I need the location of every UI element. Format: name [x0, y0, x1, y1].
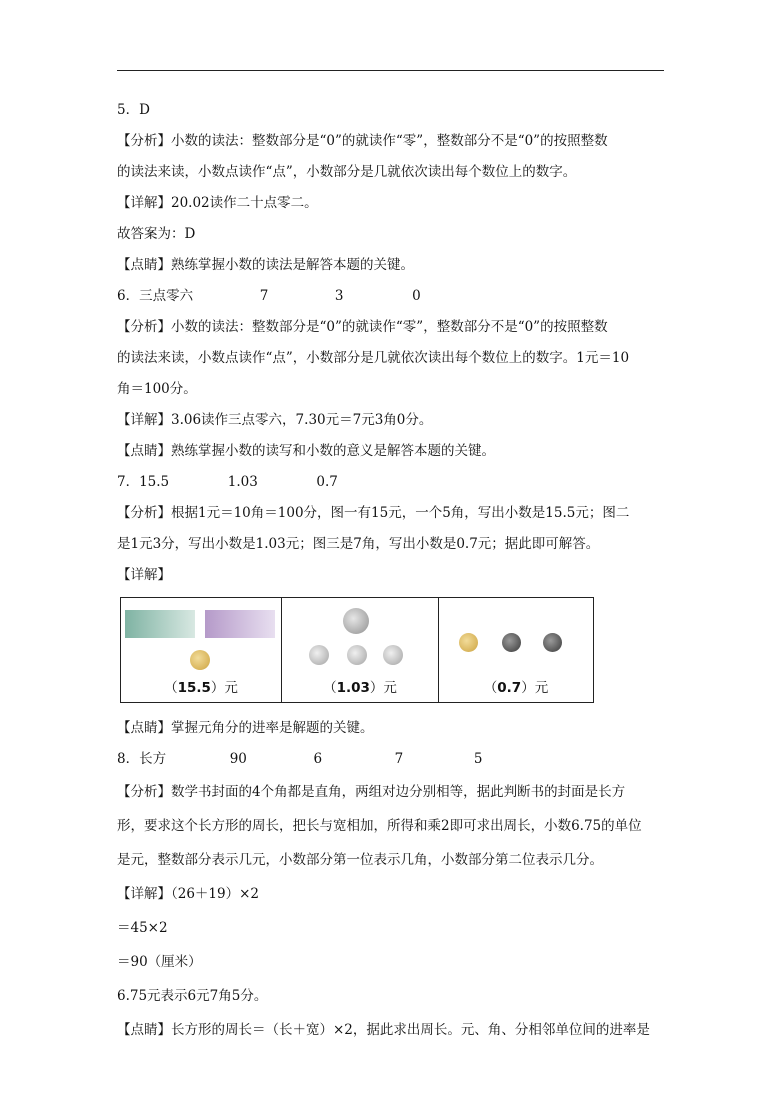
money-figure	[120, 597, 594, 703]
five-jiao-coin-icon	[190, 650, 210, 670]
q6-answer-2: 7	[259, 288, 269, 304]
q6-answer-4: 0	[412, 288, 421, 304]
figure-caption-1: （15.5）元	[164, 680, 238, 696]
q7-detail: 【详解】	[117, 567, 171, 583]
q8-answer-2: 90	[229, 751, 247, 767]
one-fen-coin-icon	[347, 645, 367, 665]
q8-detail-1: 【详解】（26＋19）×2	[117, 886, 260, 902]
q5-analysis-1: 【分析】小数的读法：整数部分是“0”的就读作“零”，整数部分不是“0”的按照整数	[117, 133, 608, 149]
five-yuan-note-icon	[205, 610, 275, 638]
q8-detail-3: ＝90（厘米）	[117, 954, 202, 970]
q8-label: 8．长方	[117, 751, 167, 767]
q6-answers	[117, 281, 677, 312]
q8-answer-3: 6	[313, 751, 323, 767]
q8-answer-4: 7	[394, 751, 404, 767]
q7-analysis-1: 【分析】根据1元＝10角＝100分，图一有15元，一个5角，写出小数是15.5元；图二	[117, 505, 630, 521]
one-fen-coin-icon	[309, 645, 329, 665]
q5-conclusion: 故答案为：D	[117, 226, 196, 242]
q7-answers	[117, 467, 677, 498]
q6-analysis-1: 【分析】小数的读法：整数部分是“0”的就读作“零”，整数部分不是“0”的按照整数	[117, 319, 608, 335]
figure-panel-1	[121, 598, 281, 702]
q8-detail-4: 6.75元表示6元7角5分。	[117, 988, 268, 1004]
q6-label: 6．三点零六	[117, 288, 194, 304]
five-jiao-coin-icon	[459, 633, 478, 652]
q6-analysis-2: 的读法来读，小数点读作“点”，小数部分是几就依次读出每个数位上的数字。1元＝10	[117, 350, 630, 366]
header-rule	[117, 70, 664, 71]
figure-panel-2	[281, 598, 438, 702]
q7-answer-2: 1.03	[227, 474, 258, 490]
q6-detail: 【详解】3.06读作三点零六，7.30元＝7元3角0分。	[117, 412, 433, 428]
ten-yuan-note-icon	[125, 610, 195, 638]
q6-comment: 【点睛】熟练掌握小数的读写和小数的意义是解答本题的关键。	[117, 443, 495, 459]
q8-answers	[117, 744, 677, 775]
q5-comment: 【点睛】熟练掌握小数的读法是解答本题的关键。	[117, 257, 414, 273]
q6-answer-3: 3	[334, 288, 344, 304]
q8-analysis-2: 形，要求这个长方形的周长，把长与宽相加，所得和乘2即可求出周长，小数6.75的单位	[117, 818, 642, 834]
one-jiao-coin-icon	[502, 633, 521, 652]
q7-analysis-2: 是1元3分，写出小数是1.03元；图三是7角，写出小数是0.7元；据此即可解答。	[117, 536, 600, 552]
q5-analysis-2: 的读法来读，小数点读作“点”，小数部分是几就依次读出每个数位上的数字。	[117, 164, 577, 180]
q5-answer: 5．D	[117, 102, 150, 118]
q7-label: 7．15.5	[117, 474, 170, 490]
document-body	[117, 95, 677, 1047]
q8-analysis-3: 是元，整数部分表示几元，小数部分第一位表示几角，小数部分第二位表示几分。	[117, 852, 603, 868]
q8-analysis-1: 【分析】数学书封面的4个角都是直角，两组对边分别相等，据此判断书的封面是长方	[117, 784, 626, 800]
one-yuan-coin-icon	[343, 608, 369, 634]
q8-answer-5: 5	[473, 751, 483, 767]
q8-detail-2: ＝45×2	[117, 920, 168, 936]
one-fen-coin-icon	[383, 645, 403, 665]
figure-caption-2: （1.03）元	[323, 680, 397, 696]
q6-analysis-3: 角＝100分。	[117, 381, 197, 397]
q5-detail: 【详解】20.02读作二十点零二。	[117, 195, 318, 211]
q7-answer-3: 0.7	[316, 474, 338, 490]
figure-caption-3: （0.7）元	[483, 680, 549, 696]
one-jiao-coin-icon	[543, 633, 562, 652]
figure-panel-3	[438, 598, 593, 702]
q7-comment: 【点睛】掌握元角分的进率是解题的关键。	[117, 720, 374, 736]
q8-comment: 【点睛】长方形的周长＝（长＋宽）×2，据此求出周长。元、角、分相邻单位间的进率是	[117, 1022, 650, 1038]
